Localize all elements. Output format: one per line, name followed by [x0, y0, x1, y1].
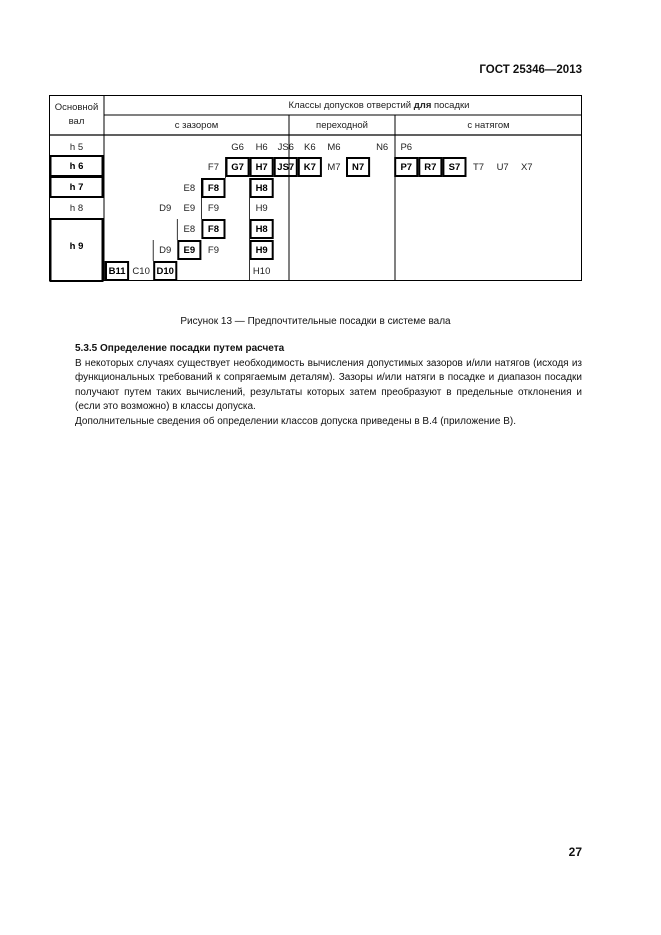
- cell-m7-12: M7: [327, 162, 341, 173]
- cell-g7-8: G7: [231, 162, 244, 173]
- section-paragraph-1: В некоторых случаях существует необходимость вычисления допустимых зазоров и/или натягов (исходя из функциональных требований к сопрягаемым деталям). Зазоры и/или натяги в посадке и диапазон посадки получают путем таких вычислений, результаты которых затем преобразуют в предельные отклонения и (если это возможно) в классы допуска.: [75, 357, 582, 412]
- preferred-fits-diagram: [49, 95, 582, 285]
- cell-f7-7: F7: [207, 162, 219, 173]
- cell-m6-4: M6: [327, 142, 341, 153]
- cell-s7-16: S7: [448, 162, 461, 173]
- cell-e8-27: E8: [183, 224, 196, 235]
- cell-n6-5: N6: [376, 142, 389, 153]
- page-number: 27: [568, 845, 582, 859]
- cell-p6-6: P6: [400, 142, 413, 153]
- shaft-label-h7: h 7: [69, 182, 84, 193]
- cell-x7-19: X7: [520, 162, 533, 173]
- column-header-line-1: Основной: [54, 102, 99, 113]
- section-body: [75, 342, 582, 429]
- section-paragraph-2: Дополнительные сведения об определении классов допуска приведены в В.4 (приложение В).: [75, 415, 516, 427]
- shaft-label-h8: h 8: [69, 203, 84, 214]
- cell-h9-26: H9: [255, 203, 268, 214]
- shaft-label-h6: h 6: [69, 161, 84, 172]
- cell-c10-35: C10: [132, 266, 150, 277]
- cell-d9-23: D9: [159, 203, 172, 214]
- cell-f8-21: F8: [207, 183, 219, 194]
- cell-f9-25: F9: [207, 203, 219, 214]
- cell-b11-34: B11: [108, 266, 126, 277]
- column-header-line-2: вал: [68, 116, 85, 127]
- group-label-interference: с натягом: [467, 120, 510, 131]
- cell-p7-14: P7: [400, 162, 413, 173]
- cell-u7-18: U7: [496, 162, 509, 173]
- cell-e8-20: E8: [183, 183, 196, 194]
- hole-classes-title: [289, 100, 470, 111]
- figure-caption: Рисунок 13 — Предпочтительные посадки в системе вала: [180, 316, 451, 327]
- cell-f8-28: F8: [207, 224, 219, 235]
- cell-e9-24: E9: [183, 203, 196, 214]
- cell-js6-2: JS6: [277, 142, 294, 153]
- document-standard-header: ГОСТ 25346—2013: [479, 64, 582, 76]
- group-label-transition: переходной: [316, 120, 368, 131]
- cell-h8-22: H8: [255, 183, 268, 194]
- cell-k6-3: K6: [304, 142, 316, 153]
- cell-h9-33: H9: [255, 245, 268, 256]
- cell-k7-11: K7: [303, 162, 316, 173]
- section-heading: 5.3.5 Определение посадки путем расчета: [75, 343, 285, 354]
- hole-classes-title-prefix: Классы допусков отверстий: [288, 100, 414, 111]
- cell-h7-9: H7: [255, 162, 268, 173]
- cell-js7-10: JS7: [277, 162, 295, 173]
- cell-e9-31: E9: [183, 245, 196, 256]
- preferred-fits-table: [49, 95, 582, 285]
- cell-t7-17: T7: [473, 162, 485, 173]
- cell-n7-13: N7: [351, 162, 365, 173]
- hole-classes-title-bold: для: [413, 100, 432, 111]
- cell-d9-30: D9: [159, 245, 172, 256]
- cell-h6-1: H6: [255, 142, 268, 153]
- cell-f9-32: F9: [207, 245, 219, 256]
- cell-r7-15: R7: [424, 162, 437, 173]
- cell-g6-0: G6: [231, 142, 244, 153]
- shaft-label-h9: h 9: [69, 241, 84, 252]
- cell-d10-36: D10: [156, 266, 174, 277]
- cell-h10-37: H10: [252, 266, 271, 277]
- group-label-clearance: с зазором: [174, 120, 219, 131]
- shaft-label-h5: h 5: [69, 142, 84, 153]
- cell-h8-29: H8: [255, 224, 268, 235]
- hole-classes-title-suffix: посадки: [431, 100, 470, 111]
